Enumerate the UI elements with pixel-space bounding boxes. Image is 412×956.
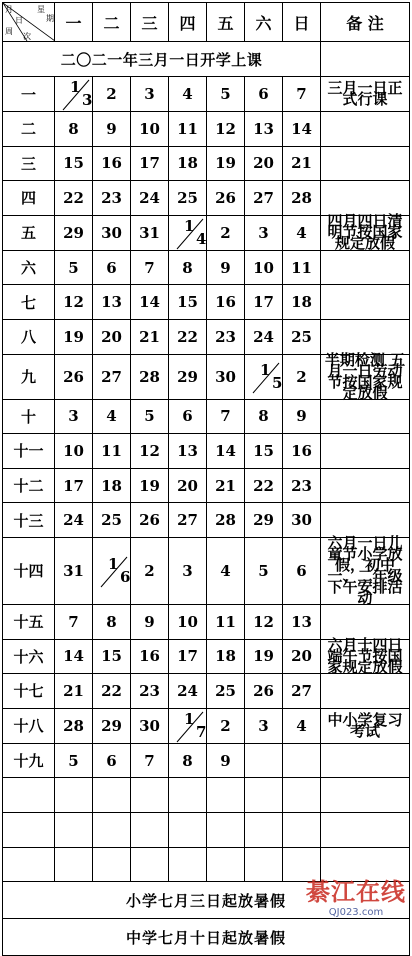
day-cell: 22 bbox=[169, 319, 207, 354]
day-cell: 23 bbox=[131, 674, 169, 709]
day-cell: 6 bbox=[245, 77, 283, 112]
day-cell: 4 bbox=[283, 215, 321, 250]
day-cell bbox=[169, 778, 207, 813]
week-number: 三 bbox=[3, 146, 55, 181]
day-cell: 20 bbox=[245, 146, 283, 181]
week-row bbox=[3, 674, 410, 709]
day-cell: 4 bbox=[283, 708, 321, 743]
day-cell: 19 bbox=[55, 319, 93, 354]
day-cell: 5 bbox=[245, 537, 283, 604]
day-cell: 20 bbox=[93, 319, 131, 354]
day-cell: 17 bbox=[245, 285, 283, 320]
day-cell: 15 bbox=[55, 146, 93, 181]
week-row bbox=[3, 319, 410, 354]
day-cell: 4 bbox=[169, 77, 207, 112]
day-cell: 2 bbox=[207, 708, 245, 743]
day-cell: 25 bbox=[283, 319, 321, 354]
week-row bbox=[3, 778, 410, 813]
day-cell: 21 bbox=[55, 674, 93, 709]
month-start-fraction bbox=[55, 77, 92, 111]
school-calendar-table bbox=[2, 2, 410, 956]
day-cell: 9 bbox=[207, 743, 245, 778]
note-cell bbox=[321, 112, 410, 147]
week-number bbox=[3, 847, 55, 882]
week-number: 十 bbox=[3, 399, 55, 434]
day-cell: 7 bbox=[207, 399, 245, 434]
month-start-fraction bbox=[169, 709, 206, 743]
week-number: 十五 bbox=[3, 604, 55, 639]
note-cell: 中小学复习考试 bbox=[321, 708, 410, 743]
corner-day-label: 日 bbox=[15, 16, 23, 25]
week-row bbox=[3, 639, 410, 674]
day-cell: 27 bbox=[93, 354, 131, 399]
week-number bbox=[3, 812, 55, 847]
day-cell: 14 bbox=[55, 639, 93, 674]
weekday-header-wed: 三 bbox=[131, 3, 169, 42]
day-cell bbox=[131, 847, 169, 882]
day-cell bbox=[207, 812, 245, 847]
day-cell: 23 bbox=[207, 319, 245, 354]
day-cell: 29 bbox=[245, 503, 283, 538]
day-cell: 20 bbox=[283, 639, 321, 674]
weekday-header-tue: 二 bbox=[93, 3, 131, 42]
day-cell: 27 bbox=[169, 503, 207, 538]
week-row bbox=[3, 250, 410, 285]
day-cell: 8 bbox=[169, 743, 207, 778]
weekday-header-sat: 六 bbox=[245, 3, 283, 42]
day-cell: 4 bbox=[207, 537, 245, 604]
day-cell bbox=[131, 812, 169, 847]
corner-month-label: 月 bbox=[5, 5, 13, 14]
day-cell: 4 bbox=[93, 399, 131, 434]
week-row bbox=[3, 354, 410, 399]
day-cell: 6 bbox=[93, 250, 131, 285]
day-cell: 9 bbox=[207, 250, 245, 285]
day-cell: 30 bbox=[207, 354, 245, 399]
note-cell bbox=[321, 812, 410, 847]
day-cell: 17 bbox=[169, 639, 207, 674]
footer-row-middle bbox=[3, 919, 410, 956]
day-cell: 25 bbox=[207, 674, 245, 709]
note-cell bbox=[321, 468, 410, 503]
day-cell: 14 bbox=[207, 434, 245, 469]
corner-zhou-label: 周 bbox=[5, 27, 13, 36]
day-number: 1 bbox=[108, 554, 119, 573]
day-cell bbox=[93, 778, 131, 813]
day-cell: 6 bbox=[93, 743, 131, 778]
day-cell: 16 bbox=[207, 285, 245, 320]
day-cell bbox=[283, 743, 321, 778]
day-cell: 16 bbox=[131, 639, 169, 674]
site-watermark bbox=[306, 872, 406, 918]
day-cell: 13 bbox=[169, 434, 207, 469]
day-cell: 10 bbox=[245, 250, 283, 285]
week-row bbox=[3, 399, 410, 434]
note-cell bbox=[321, 399, 410, 434]
day-cell: 22 bbox=[55, 181, 93, 216]
week-number: 六 bbox=[3, 250, 55, 285]
day-cell: 2 bbox=[131, 537, 169, 604]
week-number: 一 bbox=[3, 77, 55, 112]
day-cell bbox=[283, 812, 321, 847]
day-cell: 29 bbox=[93, 708, 131, 743]
day-cell: 21 bbox=[207, 468, 245, 503]
month-number: 3 bbox=[82, 91, 93, 109]
day-cell bbox=[55, 812, 93, 847]
day-cell: 7 bbox=[283, 77, 321, 112]
day-cell: 11 bbox=[169, 112, 207, 147]
day-cell: 6 bbox=[283, 537, 321, 604]
day-cell: 15 bbox=[245, 434, 283, 469]
week-row bbox=[3, 468, 410, 503]
title-row-notes-cell bbox=[321, 42, 410, 77]
day-cell: 8 bbox=[169, 250, 207, 285]
note-cell bbox=[321, 743, 410, 778]
note-cell: 六月一日儿童节小学放假，初中一、二年级下午安排活动 bbox=[321, 537, 410, 604]
day-cell: 8 bbox=[93, 604, 131, 639]
day-cell bbox=[245, 778, 283, 813]
notes-header: 备 注 bbox=[321, 3, 410, 42]
week-row bbox=[3, 537, 410, 604]
week-row bbox=[3, 812, 410, 847]
day-number: 1 bbox=[184, 709, 195, 728]
week-number: 十四 bbox=[3, 537, 55, 604]
day-cell: 13 bbox=[245, 112, 283, 147]
day-cell: 26 bbox=[207, 181, 245, 216]
day-cell: 17 bbox=[55, 468, 93, 503]
note-cell bbox=[321, 250, 410, 285]
day-cell: 9 bbox=[131, 604, 169, 639]
week-row bbox=[3, 743, 410, 778]
day-cell: 3 bbox=[131, 77, 169, 112]
header-row bbox=[3, 3, 410, 42]
day-cell: 24 bbox=[169, 674, 207, 709]
day-cell: 22 bbox=[245, 468, 283, 503]
day-cell: 20 bbox=[169, 468, 207, 503]
day-cell bbox=[207, 847, 245, 882]
note-cell bbox=[321, 434, 410, 469]
day-cell: 26 bbox=[131, 503, 169, 538]
day-cell: 12 bbox=[245, 604, 283, 639]
day-cell: 27 bbox=[245, 181, 283, 216]
day-cell: 22 bbox=[93, 674, 131, 709]
day-cell: 15 bbox=[169, 285, 207, 320]
day-cell bbox=[131, 778, 169, 813]
day-cell: 19 bbox=[207, 146, 245, 181]
day-cell: 31 bbox=[55, 537, 93, 604]
note-cell bbox=[321, 146, 410, 181]
day-cell: 26 bbox=[245, 674, 283, 709]
day-cell: 3 bbox=[55, 399, 93, 434]
day-cell: 7 bbox=[131, 250, 169, 285]
day-cell: 2 bbox=[283, 354, 321, 399]
day-cell: 6 bbox=[169, 399, 207, 434]
month-start-cell bbox=[169, 708, 207, 743]
month-start-fraction bbox=[245, 360, 282, 394]
day-cell: 28 bbox=[55, 708, 93, 743]
note-cell: 三月一日正式行课 bbox=[321, 77, 410, 112]
day-cell: 10 bbox=[55, 434, 93, 469]
week-row bbox=[3, 146, 410, 181]
day-cell: 30 bbox=[93, 215, 131, 250]
day-cell: 24 bbox=[245, 319, 283, 354]
day-cell bbox=[245, 812, 283, 847]
primary-summer-break: 小学七月三日起放暑假 bbox=[3, 882, 410, 919]
weekday-header-sun: 日 bbox=[283, 3, 321, 42]
day-cell: 16 bbox=[93, 146, 131, 181]
watermark-text: 綦江在线 bbox=[306, 878, 406, 906]
day-cell: 5 bbox=[131, 399, 169, 434]
weekday-header-thu: 四 bbox=[169, 3, 207, 42]
day-cell bbox=[245, 743, 283, 778]
day-cell: 19 bbox=[245, 639, 283, 674]
day-cell: 18 bbox=[283, 285, 321, 320]
note-cell bbox=[321, 181, 410, 216]
day-cell: 21 bbox=[283, 146, 321, 181]
day-cell: 11 bbox=[283, 250, 321, 285]
day-cell bbox=[245, 847, 283, 882]
day-cell: 9 bbox=[283, 399, 321, 434]
note-cell bbox=[321, 503, 410, 538]
day-cell: 16 bbox=[283, 434, 321, 469]
day-cell: 24 bbox=[55, 503, 93, 538]
day-cell bbox=[93, 812, 131, 847]
day-cell: 2 bbox=[93, 77, 131, 112]
corner-period-label: 期 bbox=[46, 14, 54, 23]
day-number: 1 bbox=[184, 216, 195, 235]
day-number: 1 bbox=[260, 360, 271, 379]
note-cell bbox=[321, 319, 410, 354]
day-cell bbox=[207, 778, 245, 813]
weekday-header-mon: 一 bbox=[55, 3, 93, 42]
weekday-header-fri: 五 bbox=[207, 3, 245, 42]
day-cell bbox=[283, 778, 321, 813]
week-number: 七 bbox=[3, 285, 55, 320]
day-cell: 13 bbox=[283, 604, 321, 639]
day-cell: 9 bbox=[93, 112, 131, 147]
corner-ci-label: 次 bbox=[23, 32, 31, 41]
corner-star-label: 星 bbox=[37, 5, 45, 14]
watermark-url: QJ023.com bbox=[328, 907, 384, 918]
note-cell bbox=[321, 778, 410, 813]
day-cell: 29 bbox=[55, 215, 93, 250]
week-row bbox=[3, 181, 410, 216]
day-cell bbox=[55, 778, 93, 813]
day-cell: 28 bbox=[207, 503, 245, 538]
week-number: 五 bbox=[3, 215, 55, 250]
day-cell: 8 bbox=[245, 399, 283, 434]
day-cell: 14 bbox=[131, 285, 169, 320]
day-cell: 12 bbox=[207, 112, 245, 147]
week-number: 十八 bbox=[3, 708, 55, 743]
month-start-fraction bbox=[93, 554, 130, 588]
week-row bbox=[3, 285, 410, 320]
day-cell: 28 bbox=[131, 354, 169, 399]
day-cell: 18 bbox=[169, 146, 207, 181]
day-cell: 8 bbox=[55, 112, 93, 147]
note-cell: 六月十四日端午节按国家规定放假 bbox=[321, 639, 410, 674]
day-cell: 3 bbox=[169, 537, 207, 604]
week-number: 九 bbox=[3, 354, 55, 399]
month-number: 6 bbox=[120, 567, 131, 586]
day-cell: 7 bbox=[55, 604, 93, 639]
day-cell: 28 bbox=[283, 181, 321, 216]
day-cell: 25 bbox=[169, 181, 207, 216]
week-number: 十三 bbox=[3, 503, 55, 538]
day-cell: 21 bbox=[131, 319, 169, 354]
day-cell: 12 bbox=[55, 285, 93, 320]
note-cell bbox=[321, 674, 410, 709]
day-number: 1 bbox=[70, 78, 81, 96]
day-cell: 10 bbox=[131, 112, 169, 147]
day-cell: 23 bbox=[93, 181, 131, 216]
week-number: 二 bbox=[3, 112, 55, 147]
day-cell: 15 bbox=[93, 639, 131, 674]
day-cell: 18 bbox=[93, 468, 131, 503]
note-cell: 半期检测 五月一日劳动节按国家规定放假 bbox=[321, 354, 410, 399]
month-number: 7 bbox=[196, 722, 207, 741]
day-cell: 11 bbox=[93, 434, 131, 469]
day-cell: 13 bbox=[93, 285, 131, 320]
week-row bbox=[3, 503, 410, 538]
day-cell: 23 bbox=[283, 468, 321, 503]
day-cell: 18 bbox=[207, 639, 245, 674]
day-cell: 25 bbox=[93, 503, 131, 538]
day-cell bbox=[169, 812, 207, 847]
week-row bbox=[3, 77, 410, 112]
day-cell: 5 bbox=[55, 743, 93, 778]
day-cell: 29 bbox=[169, 354, 207, 399]
month-start-cell bbox=[93, 537, 131, 604]
week-number: 八 bbox=[3, 319, 55, 354]
day-cell bbox=[169, 847, 207, 882]
day-cell: 30 bbox=[283, 503, 321, 538]
month-start-cell bbox=[169, 215, 207, 250]
week-number bbox=[3, 778, 55, 813]
month-number: 5 bbox=[272, 373, 283, 392]
week-number: 四 bbox=[3, 181, 55, 216]
day-cell: 11 bbox=[207, 604, 245, 639]
week-row bbox=[3, 215, 410, 250]
week-row bbox=[3, 708, 410, 743]
week-row bbox=[3, 112, 410, 147]
title-row bbox=[3, 42, 410, 77]
day-cell: 3 bbox=[245, 708, 283, 743]
month-start-cell bbox=[245, 354, 283, 399]
note-cell bbox=[321, 285, 410, 320]
day-cell: 24 bbox=[131, 181, 169, 216]
calendar-title: 二〇二一年三月一日开学上课 bbox=[3, 42, 321, 77]
day-cell: 30 bbox=[131, 708, 169, 743]
note-cell bbox=[321, 604, 410, 639]
day-cell bbox=[93, 847, 131, 882]
day-cell: 31 bbox=[131, 215, 169, 250]
day-cell: 12 bbox=[131, 434, 169, 469]
day-cell: 3 bbox=[245, 215, 283, 250]
week-number: 十一 bbox=[3, 434, 55, 469]
month-start-cell bbox=[55, 77, 93, 112]
day-cell: 2 bbox=[207, 215, 245, 250]
week-number: 十七 bbox=[3, 674, 55, 709]
month-number: 4 bbox=[196, 229, 207, 248]
day-cell: 5 bbox=[207, 77, 245, 112]
week-number: 十二 bbox=[3, 468, 55, 503]
day-cell: 5 bbox=[55, 250, 93, 285]
day-cell: 19 bbox=[131, 468, 169, 503]
day-cell bbox=[55, 847, 93, 882]
day-cell: 26 bbox=[55, 354, 93, 399]
day-cell: 14 bbox=[283, 112, 321, 147]
day-cell: 27 bbox=[283, 674, 321, 709]
corner-cell bbox=[3, 3, 55, 42]
week-row bbox=[3, 434, 410, 469]
week-number: 十六 bbox=[3, 639, 55, 674]
day-cell: 7 bbox=[131, 743, 169, 778]
month-start-fraction bbox=[169, 216, 206, 250]
note-cell: 四月四日清明节按国家规定放假 bbox=[321, 215, 410, 250]
week-number: 十九 bbox=[3, 743, 55, 778]
day-cell: 17 bbox=[131, 146, 169, 181]
week-row bbox=[3, 604, 410, 639]
day-cell: 10 bbox=[169, 604, 207, 639]
middle-summer-break: 中学七月十日起放暑假 bbox=[3, 919, 410, 956]
